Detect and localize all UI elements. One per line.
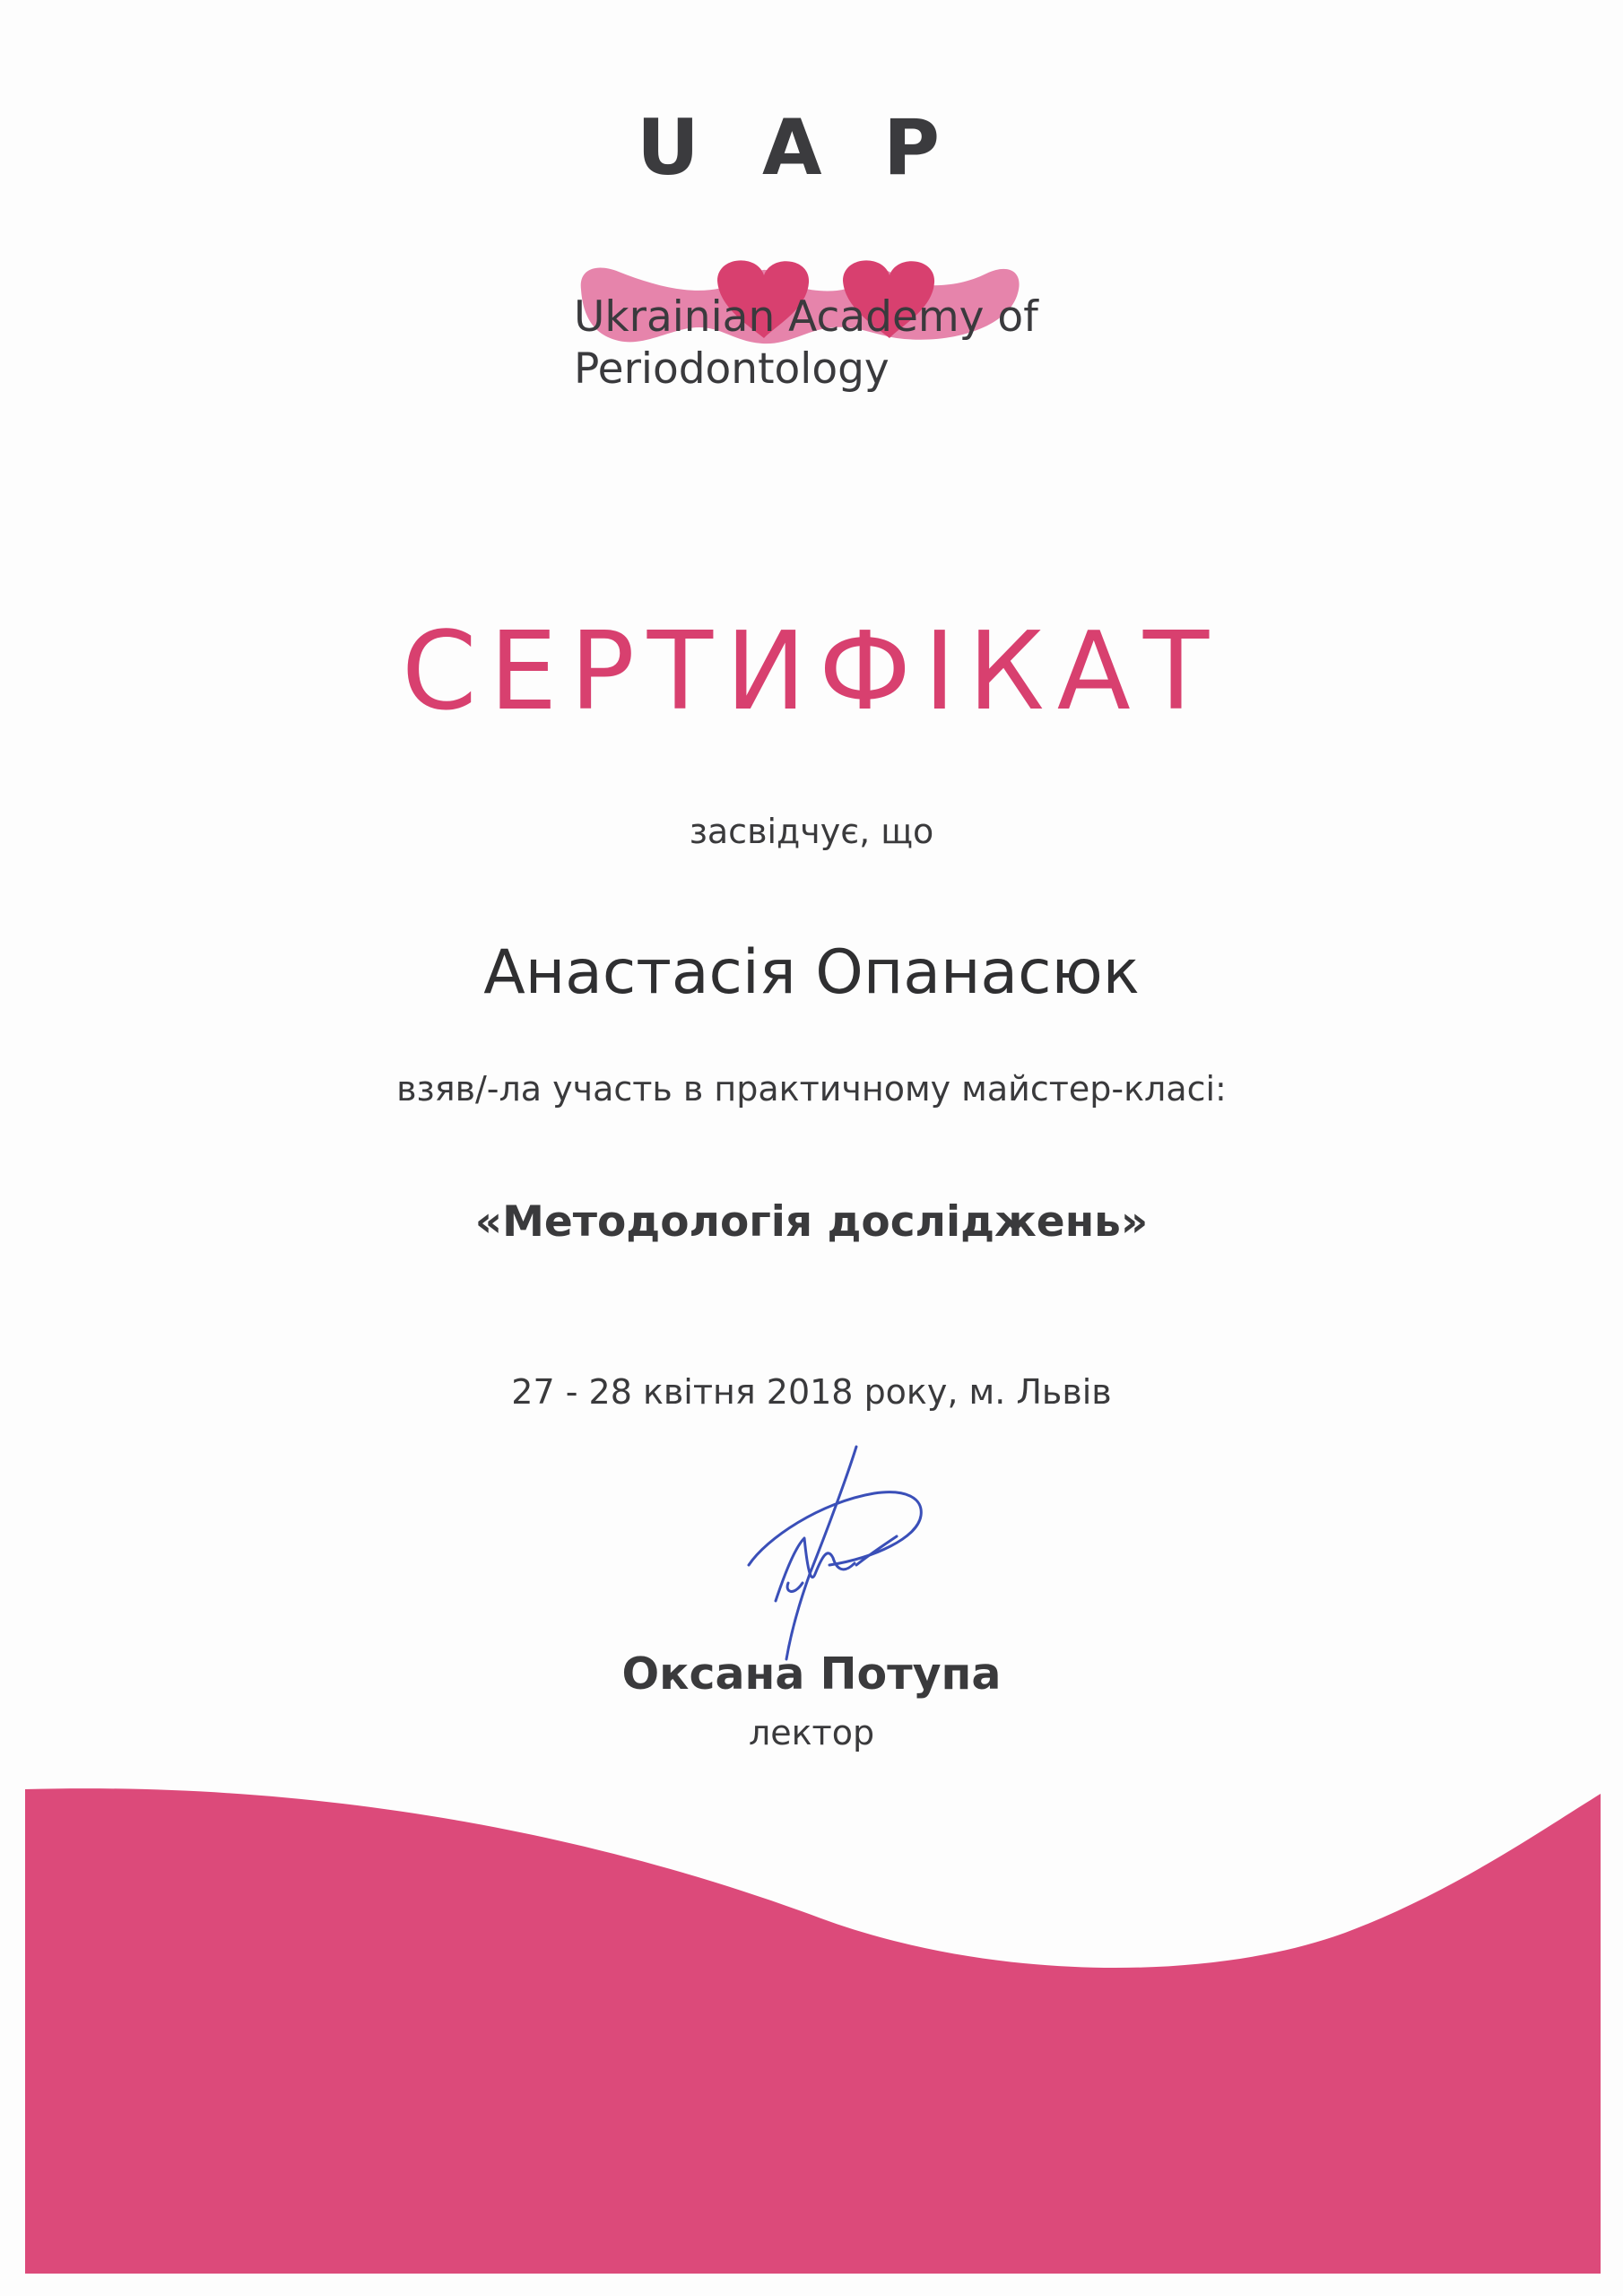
certifies-text: засвідчує, що [689, 812, 934, 851]
organization-name [574, 291, 1112, 396]
organization-name-line1: Ukrainian Academy of [574, 292, 1038, 342]
participation-text: взяв/-ла участь в практичному майстер-класі: [396, 1069, 1227, 1109]
certificate-title: СЕРТИФІКАТ [401, 610, 1222, 735]
lecturer-role: лектор [748, 1713, 875, 1752]
footer-pink-wave [0, 1776, 1623, 2296]
logo-letter-p: P [883, 103, 941, 193]
logo-letter-u: U [637, 103, 699, 193]
organization-name-line2: Periodontology [574, 344, 890, 394]
lecturer-signature [722, 1439, 937, 1673]
lecturer-name: Оксана Потупа [621, 1648, 1002, 1700]
course-title: «Методологія досліджень» [474, 1197, 1149, 1247]
date-place: 27 - 28 квітня 2018 року, м. Львів [511, 1372, 1112, 1412]
recipient-name: Анастасія Опанасюк [483, 937, 1140, 1008]
logo-letter-a: A [762, 103, 822, 193]
